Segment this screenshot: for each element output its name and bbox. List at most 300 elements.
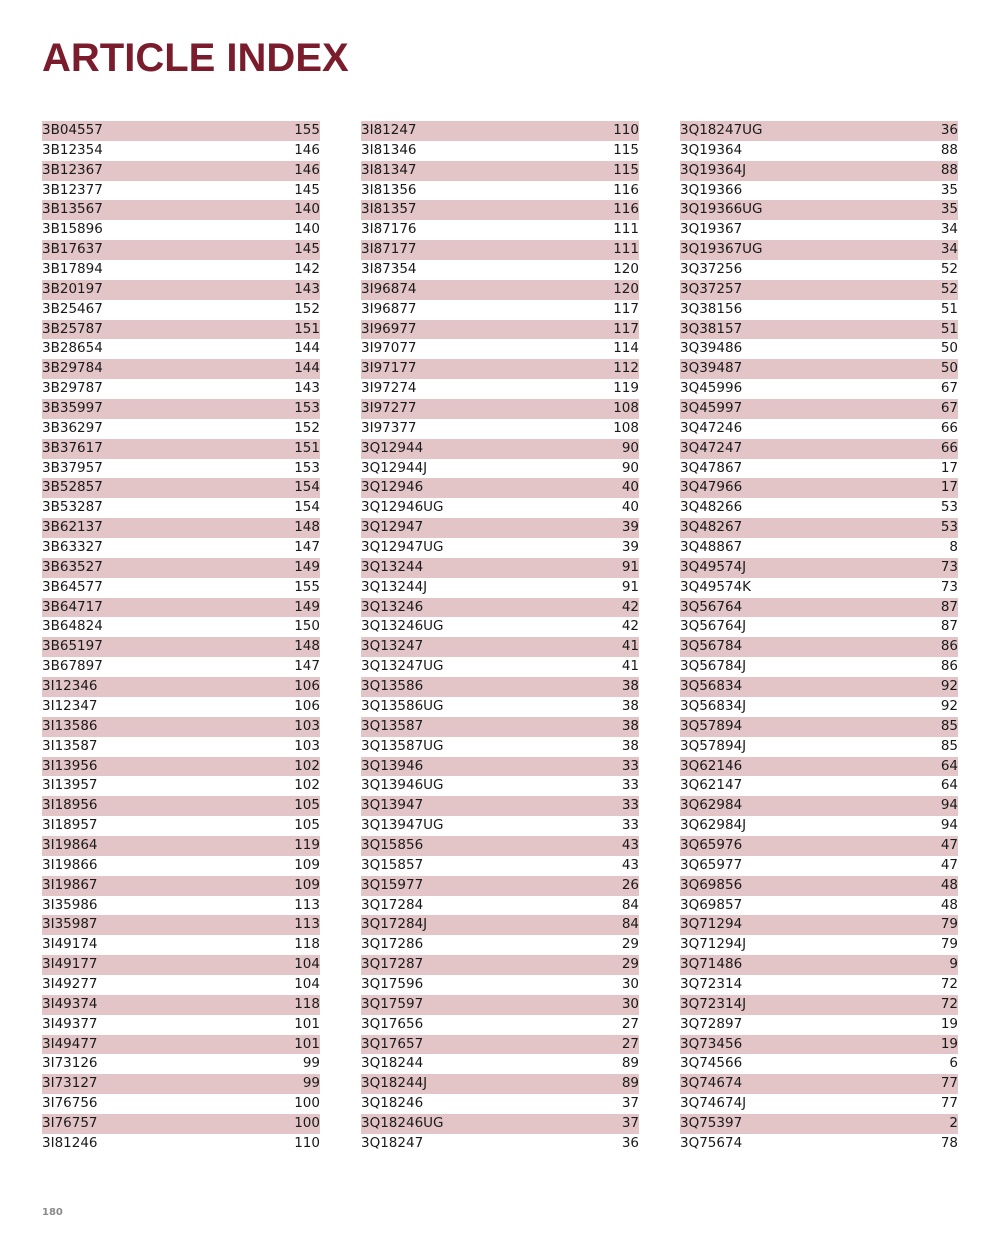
page-reference: 101 xyxy=(294,1035,320,1052)
article-number: 3I13586 xyxy=(42,717,98,734)
index-column-1 xyxy=(42,121,320,1154)
article-number: 3I73126 xyxy=(42,1055,98,1072)
page-reference: 33 xyxy=(621,797,639,814)
article-number: 3Q74674 xyxy=(680,1075,743,1092)
page-reference: 91 xyxy=(621,558,639,575)
index-row xyxy=(42,379,320,399)
article-number: 3Q13586UG xyxy=(361,697,444,714)
page-reference: 117 xyxy=(613,320,639,337)
index-row xyxy=(42,1114,320,1134)
index-row xyxy=(680,1114,958,1134)
article-number: 3B25467 xyxy=(42,300,103,317)
page-reference: 152 xyxy=(294,300,320,317)
index-row xyxy=(680,955,958,975)
article-number: 3I81347 xyxy=(361,161,417,178)
article-number: 3Q18246 xyxy=(361,1095,424,1112)
index-row xyxy=(361,558,639,578)
page-number: 180 xyxy=(42,1207,63,1218)
page-reference: 99 xyxy=(302,1055,320,1072)
article-number: 3I81247 xyxy=(361,122,417,138)
index-row xyxy=(361,876,639,896)
index-row xyxy=(361,617,639,637)
index-row xyxy=(361,359,639,379)
article-number: 3I12347 xyxy=(42,697,98,714)
page-reference: 114 xyxy=(613,340,639,357)
page-reference: 84 xyxy=(621,916,639,933)
page-reference: 53 xyxy=(940,519,958,536)
page-reference: 154 xyxy=(294,499,320,516)
article-number: 3B29784 xyxy=(42,360,103,377)
page-reference: 147 xyxy=(294,539,320,556)
article-number: 3Q48266 xyxy=(680,499,743,516)
index-row xyxy=(680,1134,958,1154)
article-number: 3Q39486 xyxy=(680,340,743,357)
page-reference: 35 xyxy=(940,181,958,198)
index-row xyxy=(361,1054,639,1074)
index-row xyxy=(680,757,958,777)
article-number: 3Q13946UG xyxy=(361,777,444,794)
page-reference: 120 xyxy=(613,261,639,278)
page-reference: 36 xyxy=(621,1134,639,1151)
index-row xyxy=(680,240,958,260)
page-reference: 39 xyxy=(621,539,639,556)
article-number: 3I18957 xyxy=(42,817,98,834)
page-reference: 94 xyxy=(940,797,958,814)
article-number: 3Q47966 xyxy=(680,479,743,496)
page-reference: 66 xyxy=(940,419,958,436)
index-row xyxy=(361,776,639,796)
article-number: 3Q13246UG xyxy=(361,618,444,635)
index-row xyxy=(680,617,958,637)
article-number: 3B53287 xyxy=(42,499,103,516)
index-row xyxy=(42,339,320,359)
page-reference: 120 xyxy=(613,280,639,297)
index-row xyxy=(361,836,639,856)
index-row xyxy=(680,598,958,618)
index-row xyxy=(42,121,320,141)
page-reference: 118 xyxy=(294,936,320,953)
page-reference: 146 xyxy=(294,141,320,158)
index-row xyxy=(42,439,320,459)
article-number: 3I96977 xyxy=(361,320,417,337)
page-reference: 145 xyxy=(294,241,320,258)
index-row xyxy=(42,320,320,340)
article-number: 3I19867 xyxy=(42,876,98,893)
article-number: 3Q38157 xyxy=(680,320,743,337)
index-row xyxy=(680,836,958,856)
index-row xyxy=(361,757,639,777)
page-reference: 153 xyxy=(294,459,320,476)
index-row xyxy=(42,657,320,677)
index-row xyxy=(361,1035,639,1055)
article-number: 3Q15857 xyxy=(361,856,424,873)
page-reference: 152 xyxy=(294,419,320,436)
index-row xyxy=(680,776,958,796)
page-reference: 151 xyxy=(294,439,320,456)
article-number: 3Q74674J xyxy=(680,1095,747,1112)
page-reference: 48 xyxy=(940,876,958,893)
page-reference: 119 xyxy=(294,836,320,853)
page-reference: 64 xyxy=(940,777,958,794)
article-number: 3I96874 xyxy=(361,280,417,297)
article-number: 3Q45997 xyxy=(680,400,743,417)
index-row xyxy=(42,280,320,300)
index-row xyxy=(42,141,320,161)
index-row xyxy=(680,220,958,240)
page-reference: 144 xyxy=(294,360,320,377)
index-row xyxy=(361,399,639,419)
article-number: 3B64717 xyxy=(42,598,103,615)
index-row xyxy=(42,359,320,379)
article-number: 3I35986 xyxy=(42,896,98,913)
index-row xyxy=(361,339,639,359)
index-row xyxy=(42,598,320,618)
article-number: 3I49277 xyxy=(42,975,98,992)
article-number: 3B12377 xyxy=(42,181,103,198)
index-row xyxy=(42,757,320,777)
page-reference: 42 xyxy=(621,598,639,615)
article-number: 3B13567 xyxy=(42,201,103,218)
index-row xyxy=(680,419,958,439)
page-reference: 86 xyxy=(940,658,958,675)
page-reference: 148 xyxy=(294,519,320,536)
page-reference: 17 xyxy=(940,479,958,496)
page-reference: 42 xyxy=(621,618,639,635)
index-row xyxy=(42,796,320,816)
index-row xyxy=(680,161,958,181)
article-number: 3B25787 xyxy=(42,320,103,337)
article-number: 3I87177 xyxy=(361,241,417,258)
page-reference: 87 xyxy=(940,598,958,615)
index-row xyxy=(680,339,958,359)
article-number: 3Q13586 xyxy=(361,678,424,695)
page-reference: 113 xyxy=(294,916,320,933)
index-row xyxy=(361,498,639,518)
article-number: 3Q47246 xyxy=(680,419,743,436)
article-number: 3B35997 xyxy=(42,400,103,417)
article-number: 3I87176 xyxy=(361,221,417,238)
page-reference: 50 xyxy=(940,360,958,377)
index-row xyxy=(361,300,639,320)
index-row xyxy=(42,498,320,518)
index-row xyxy=(680,1015,958,1035)
index-row xyxy=(361,280,639,300)
page-reference: 50 xyxy=(940,340,958,357)
page-reference: 77 xyxy=(940,1075,958,1092)
index-row xyxy=(361,856,639,876)
article-number: 3Q47867 xyxy=(680,459,743,476)
article-number: 3I49477 xyxy=(42,1035,98,1052)
article-number: 3Q49574K xyxy=(680,578,752,595)
index-row xyxy=(680,538,958,558)
index-row xyxy=(361,637,639,657)
index-row xyxy=(680,657,958,677)
article-number: 3Q19367UG xyxy=(680,241,763,258)
index-column-3 xyxy=(680,121,958,1154)
page-reference: 6 xyxy=(949,1055,958,1072)
page-reference: 88 xyxy=(940,161,958,178)
article-number: 3I81346 xyxy=(361,141,417,158)
page-reference: 151 xyxy=(294,320,320,337)
article-number: 3Q62984J xyxy=(680,817,747,834)
index-row xyxy=(42,478,320,498)
article-number: 3Q48267 xyxy=(680,519,743,536)
page-reference: 51 xyxy=(940,320,958,337)
page-reference: 100 xyxy=(294,1114,320,1131)
article-number: 3Q71294 xyxy=(680,916,743,933)
page-title: ARTICLE INDEX xyxy=(42,36,349,80)
index-row xyxy=(42,220,320,240)
page-reference: 37 xyxy=(621,1095,639,1112)
article-number: 3Q15856 xyxy=(361,836,424,853)
article-number: 3Q56784 xyxy=(680,638,743,655)
page-reference: 112 xyxy=(613,360,639,377)
index-row xyxy=(361,141,639,161)
article-number: 3Q13946 xyxy=(361,757,424,774)
article-number: 3Q13947 xyxy=(361,797,424,814)
index-row xyxy=(42,737,320,757)
index-row xyxy=(680,141,958,161)
article-number: 3B52857 xyxy=(42,479,103,496)
index-row xyxy=(42,200,320,220)
article-number: 3I97277 xyxy=(361,400,417,417)
page-reference: 29 xyxy=(621,936,639,953)
page-reference: 52 xyxy=(940,261,958,278)
index-row xyxy=(680,379,958,399)
index-row xyxy=(361,121,639,141)
index-row xyxy=(42,1054,320,1074)
page-reference: 79 xyxy=(940,936,958,953)
index-row xyxy=(42,419,320,439)
article-number: 3Q18246UG xyxy=(361,1114,444,1131)
index-row xyxy=(361,459,639,479)
page-reference: 73 xyxy=(940,558,958,575)
article-number: 3I49377 xyxy=(42,1015,98,1032)
index-row xyxy=(42,816,320,836)
page-reference: 115 xyxy=(613,141,639,158)
index-row xyxy=(680,975,958,995)
article-number: 3Q18244 xyxy=(361,1055,424,1072)
article-number: 3I35987 xyxy=(42,916,98,933)
article-number: 3Q75397 xyxy=(680,1114,743,1131)
index-row xyxy=(680,856,958,876)
index-row xyxy=(42,935,320,955)
article-number: 3Q12944 xyxy=(361,439,424,456)
article-number: 3I13956 xyxy=(42,757,98,774)
index-row xyxy=(361,915,639,935)
article-number: 3Q12946 xyxy=(361,479,424,496)
index-row xyxy=(361,518,639,538)
index-row xyxy=(680,320,958,340)
article-number: 3Q56784J xyxy=(680,658,747,675)
page-reference: 53 xyxy=(940,499,958,516)
article-number: 3Q17657 xyxy=(361,1035,424,1052)
page-reference: 47 xyxy=(940,836,958,853)
article-number: 3Q17284J xyxy=(361,916,428,933)
page-reference: 115 xyxy=(613,161,639,178)
article-number: 3Q47247 xyxy=(680,439,743,456)
index-row xyxy=(680,1094,958,1114)
index-row xyxy=(680,1074,958,1094)
article-number: 3B64824 xyxy=(42,618,103,635)
article-number: 3Q74566 xyxy=(680,1055,743,1072)
index-row xyxy=(42,776,320,796)
index-row xyxy=(680,181,958,201)
index-row xyxy=(42,995,320,1015)
index-row xyxy=(42,697,320,717)
page-reference: 34 xyxy=(940,221,958,238)
page-reference: 67 xyxy=(940,380,958,397)
page-reference: 146 xyxy=(294,161,320,178)
index-row xyxy=(680,439,958,459)
article-number: 3Q72314J xyxy=(680,995,747,1012)
index-row xyxy=(361,1015,639,1035)
article-number: 3Q13244 xyxy=(361,558,424,575)
page-reference: 89 xyxy=(621,1075,639,1092)
article-number: 3B37617 xyxy=(42,439,103,456)
index-row xyxy=(361,1094,639,1114)
page-reference: 140 xyxy=(294,221,320,238)
page-reference: 27 xyxy=(621,1035,639,1052)
index-row xyxy=(361,816,639,836)
page-reference: 73 xyxy=(940,578,958,595)
index-row xyxy=(680,876,958,896)
page-reference: 84 xyxy=(621,896,639,913)
page-reference: 72 xyxy=(940,995,958,1012)
index-row xyxy=(361,955,639,975)
page-reference: 67 xyxy=(940,400,958,417)
index-row xyxy=(361,240,639,260)
index-row xyxy=(361,598,639,618)
page-reference: 87 xyxy=(940,618,958,635)
index-row xyxy=(680,737,958,757)
page-reference: 86 xyxy=(940,638,958,655)
article-number: 3B62137 xyxy=(42,519,103,536)
article-number: 3Q62146 xyxy=(680,757,743,774)
index-row xyxy=(680,518,958,538)
article-number: 3Q56834J xyxy=(680,697,747,714)
index-row xyxy=(680,359,958,379)
page-reference: 143 xyxy=(294,380,320,397)
page-reference: 27 xyxy=(621,1015,639,1032)
page-reference: 153 xyxy=(294,400,320,417)
page-reference: 92 xyxy=(940,697,958,714)
page-reference: 48 xyxy=(940,896,958,913)
index-row xyxy=(361,697,639,717)
page-reference: 109 xyxy=(294,876,320,893)
article-number: 3Q19366UG xyxy=(680,201,763,218)
article-number: 3Q39487 xyxy=(680,360,743,377)
article-number: 3I49174 xyxy=(42,936,98,953)
index-row xyxy=(361,677,639,697)
index-row xyxy=(42,1074,320,1094)
page-reference: 33 xyxy=(621,777,639,794)
index-row xyxy=(42,836,320,856)
index-row xyxy=(42,1094,320,1114)
index-row xyxy=(42,538,320,558)
page-reference: 79 xyxy=(940,916,958,933)
index-row xyxy=(680,717,958,737)
article-number: 3Q13947UG xyxy=(361,817,444,834)
article-number: 3B64577 xyxy=(42,578,103,595)
page-reference: 36 xyxy=(940,122,958,138)
index-row xyxy=(42,399,320,419)
article-number: 3Q71294J xyxy=(680,936,747,953)
index-row xyxy=(42,558,320,578)
page-reference: 110 xyxy=(294,1134,320,1151)
index-row xyxy=(42,975,320,995)
page-reference: 149 xyxy=(294,598,320,615)
index-row xyxy=(42,240,320,260)
index-row xyxy=(680,796,958,816)
page-reference: 41 xyxy=(621,638,639,655)
index-row xyxy=(361,578,639,598)
page-reference: 78 xyxy=(940,1134,958,1151)
index-row xyxy=(42,181,320,201)
index-row xyxy=(680,637,958,657)
index-row xyxy=(42,915,320,935)
article-number: 3Q12947 xyxy=(361,519,424,536)
article-number: 3Q57894J xyxy=(680,737,747,754)
page-reference: 108 xyxy=(613,400,639,417)
article-number: 3B37957 xyxy=(42,459,103,476)
page-reference: 101 xyxy=(294,1015,320,1032)
article-number: 3I13587 xyxy=(42,737,98,754)
page-reference: 85 xyxy=(940,717,958,734)
page-reference: 72 xyxy=(940,975,958,992)
article-number: 3B65197 xyxy=(42,638,103,655)
article-number: 3Q65976 xyxy=(680,836,743,853)
index-row xyxy=(361,995,639,1015)
article-number: 3Q13247 xyxy=(361,638,424,655)
article-number: 3I97274 xyxy=(361,380,417,397)
page-reference: 119 xyxy=(613,380,639,397)
article-number: 3I96877 xyxy=(361,300,417,317)
article-number: 3Q19366 xyxy=(680,181,743,198)
index-row xyxy=(42,876,320,896)
page-reference: 38 xyxy=(621,697,639,714)
index-row xyxy=(680,1054,958,1074)
article-number: 3B28654 xyxy=(42,340,103,357)
article-number: 3Q56764J xyxy=(680,618,747,635)
article-number: 3Q18247 xyxy=(361,1134,424,1151)
article-number: 3Q72897 xyxy=(680,1015,743,1032)
article-number: 3Q48867 xyxy=(680,539,743,556)
article-number: 3I12346 xyxy=(42,678,98,695)
page-reference: 109 xyxy=(294,856,320,873)
index-row xyxy=(361,419,639,439)
index-row xyxy=(361,320,639,340)
page-reference: 77 xyxy=(940,1095,958,1112)
page-reference: 106 xyxy=(294,697,320,714)
article-number: 3I81246 xyxy=(42,1134,98,1151)
index-row xyxy=(680,399,958,419)
page-reference: 94 xyxy=(940,817,958,834)
page-reference: 105 xyxy=(294,797,320,814)
index-row xyxy=(361,935,639,955)
index-row xyxy=(42,717,320,737)
article-number: 3Q57894 xyxy=(680,717,743,734)
index-row xyxy=(361,1114,639,1134)
index-row xyxy=(361,220,639,240)
article-number: 3I13957 xyxy=(42,777,98,794)
page-reference: 102 xyxy=(294,777,320,794)
article-number: 3B63327 xyxy=(42,539,103,556)
article-number: 3Q75674 xyxy=(680,1134,743,1151)
index-row xyxy=(361,717,639,737)
page-reference: 35 xyxy=(940,201,958,218)
page-reference: 88 xyxy=(940,141,958,158)
